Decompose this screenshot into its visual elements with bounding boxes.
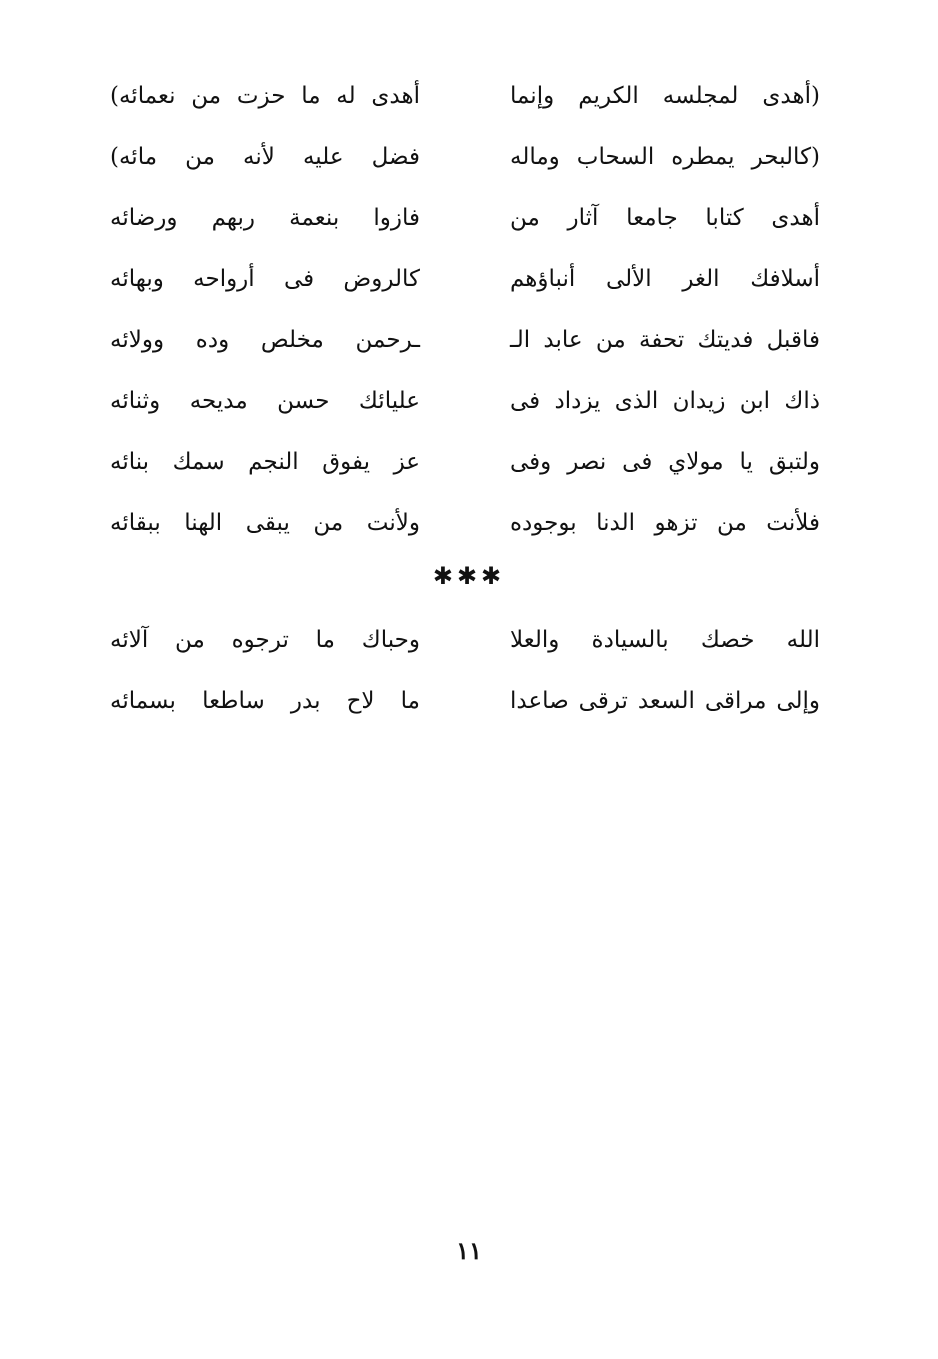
second-hemistich: عليائك حسن مديحه وثنائه xyxy=(110,387,420,414)
second-hemistich: ـرحمن مخلص وده وولائه xyxy=(110,326,420,353)
verse-line xyxy=(110,371,820,432)
verse-line xyxy=(110,310,820,371)
second-hemistich: أهدى له ما حزت من نعمائه) xyxy=(110,82,420,109)
first-hemistich: (أهدى لمجلسه الكريم وإنما xyxy=(510,82,820,109)
verse-line xyxy=(110,188,820,249)
page-number: ١١ xyxy=(456,1236,482,1265)
second-hemistich: كالروض فى أرواحه وبهائه xyxy=(110,265,420,292)
first-hemistich: وإلى مراقى السعد ترقى صاعدا xyxy=(510,687,820,714)
first-hemistich: ذاك ابن زيدان الذى يزداد فى xyxy=(510,387,820,414)
second-hemistich: عز يفوق النجم سمك بنائه xyxy=(110,448,420,475)
second-hemistich: ولأنت من يبقى الهنا ببقائه xyxy=(110,509,420,536)
first-hemistich: الله خصك بالسيادة والعلا xyxy=(510,626,820,653)
first-hemistich: أهدى كتابا جامعا آثار من xyxy=(510,204,820,231)
first-hemistich: فلأنت من تزهو الدنا بوجوده xyxy=(510,509,820,536)
second-hemistich: ما لاح بدر ساطعا بسمائه xyxy=(110,687,420,714)
first-hemistich: فاقبل فديتك تحفة من عابد الـ xyxy=(510,326,820,353)
second-hemistich: وحباك ما ترجوه من آلائه xyxy=(110,626,420,653)
second-hemistich: فضل عليه لأنه من مائه) xyxy=(110,143,420,170)
poem-first-section xyxy=(110,66,820,554)
first-hemistich: ولتبق يا مولاي فى نصر وفى xyxy=(510,448,820,475)
verse-line xyxy=(110,66,820,127)
verse-line xyxy=(110,127,820,188)
first-hemistich: أسلافك الغر الألى أنباؤهم xyxy=(510,265,820,292)
section-divider-asterisks: ✱✱✱ xyxy=(432,562,506,590)
verse-line xyxy=(110,432,820,493)
verse-line xyxy=(110,249,820,310)
verse-line xyxy=(110,671,820,732)
verse-line xyxy=(110,493,820,554)
poem-second-section xyxy=(110,610,820,732)
second-hemistich: فازوا بنعمة ربهم ورضائه xyxy=(110,204,420,231)
verse-line xyxy=(110,610,820,671)
first-hemistich: (كالبحر يمطره السحاب وماله xyxy=(510,143,820,170)
